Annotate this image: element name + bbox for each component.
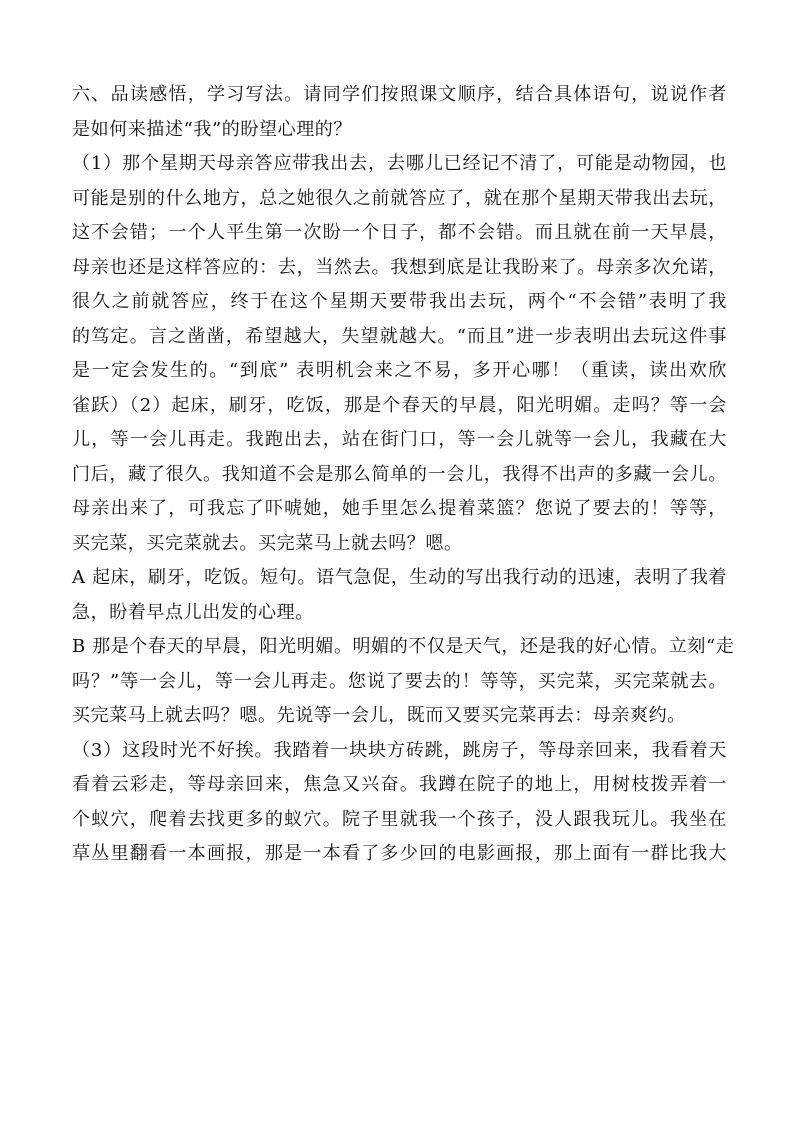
- text-line: 草丛里翻看一本画报，那是一本看了多少回的电影画报，那上面有一群比我大: [72, 843, 727, 864]
- text-line: 这不会错；一个人平生第一次盼一个日子，都不会错。而且就在前一天早晨，: [72, 222, 727, 243]
- text-line: B 那是个春天的早晨，阳光明媚。明媚的不仅是天气，还是我的好心情。立刻“走: [72, 636, 735, 657]
- text-line: 是如何来描述“我”的盼望心理的？: [72, 118, 353, 140]
- text-line: 六、品读感悟，学习写法。请同学们按照课文顺序，结合具体语句，说说作者: [72, 84, 727, 105]
- text-line: （3）这段时光不好挨。我踏着一块块方砖跳，跳房子，等母亲回来，我看着天: [72, 739, 727, 761]
- text-line: 门后，藏了很久。我知道不会是那么简单的一会儿，我得不出声的多藏一会儿。: [72, 463, 727, 485]
- text-line: 母亲也还是这样答应的：去，当然去。我想到底是让我盼来了。母亲多次允诺，: [72, 256, 727, 278]
- text-line: 很久之前就答应，终于在这个星期天要带我出去玩，两个“不会错”表明了我: [72, 291, 727, 312]
- document-body: [72, 78, 735, 872]
- text-line: 个蚁穴，爬着去找更多的蚁穴。院子里就我一个孩子，没人跟我玩儿。我坐在: [72, 808, 727, 830]
- text-line: 母亲出来了，可我忘了吓唬她，她手里怎么提着菜篮？您说了要去的！等等，: [72, 498, 727, 519]
- text-line: A 起床，刷牙，吃饭。短句。语气急促，生动的写出我行动的迅速，表明了我着: [72, 567, 727, 588]
- text-line: 可能是别的什么地方，总之她很久之前就答应了，就在那个星期天带我出去玩，: [72, 187, 727, 209]
- text-line: 买完菜，买完菜就去。买完菜马上就去吗？嗯。: [72, 532, 463, 554]
- text-line: 雀跃）（2）起床，刷牙，吃饭，那是个春天的早晨，阳光明媚。走吗？等一会: [72, 394, 727, 416]
- text-line: 的笃定。言之凿凿，希望越大，失望就越大。“而且”进一步表明出去玩这件事: [72, 325, 727, 347]
- text-line: 吗？”等一会儿，等一会儿再走。您说了要去的！等等，买完菜，买完菜就去。: [72, 670, 727, 692]
- text-line: 急，盼着早点儿出发的心理。: [72, 601, 314, 623]
- text-line: （1）那个星期天母亲答应带我出去，去哪儿已经记不清了，可能是动物园，也: [72, 153, 727, 174]
- text-line: 买完菜马上就去吗？嗯。先说等一会儿，既而又要买完菜再去：母亲爽约。: [72, 705, 686, 726]
- text-line: 看着云彩走，等母亲回来，焦急又兴奋。我蹲在院子的地上，用树枝拨弄着一: [72, 774, 727, 795]
- text-line: 是一定会发生的。“到底” 表明机会来之不易，多开心哪！（重读，读出欢欣: [72, 360, 727, 381]
- text-line: 儿，等一会儿再走。我跑出去，站在街门口，等一会儿就等一会儿，我藏在大: [72, 429, 727, 450]
